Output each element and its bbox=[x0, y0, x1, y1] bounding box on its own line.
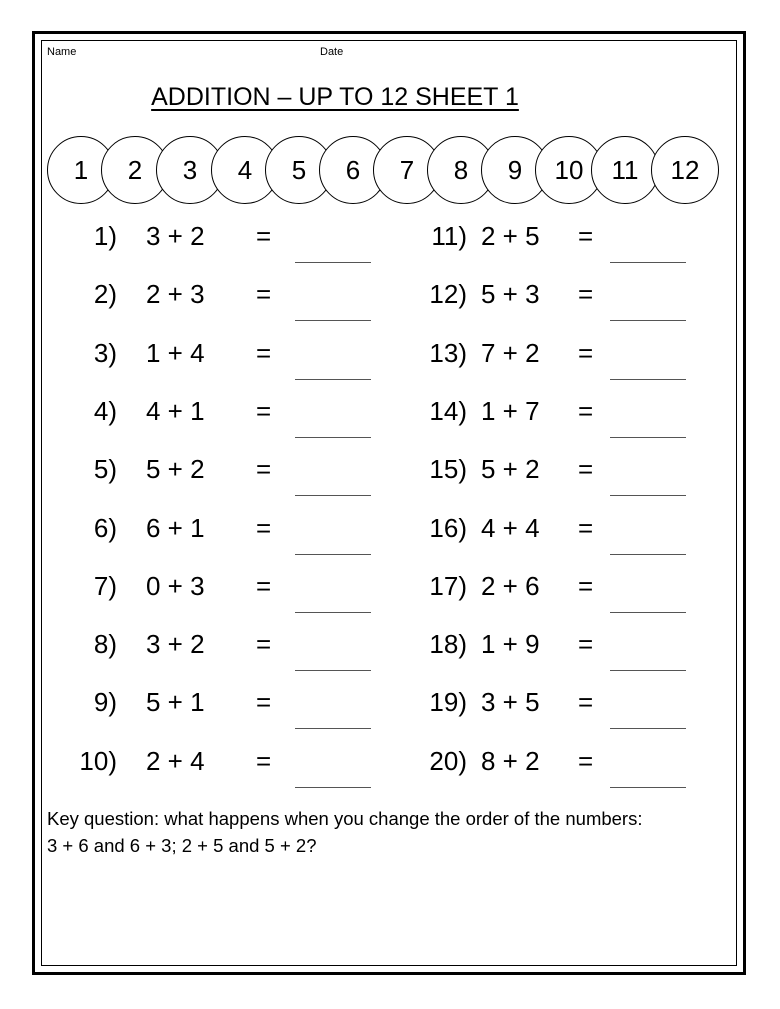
number-circle: 8 bbox=[427, 136, 495, 204]
problem-expression: 1 + 4 bbox=[146, 337, 205, 368]
date-label: Date bbox=[320, 46, 344, 58]
problem-number: 14) bbox=[429, 395, 467, 426]
problem-row bbox=[0, 629, 780, 659]
problem-number: 11) bbox=[431, 221, 467, 251]
problem-expression: 2 + 5 bbox=[481, 221, 540, 251]
problem-expression: 5 + 2 bbox=[481, 454, 540, 485]
equals-sign: = bbox=[578, 570, 594, 601]
problem-number: 9) bbox=[93, 687, 117, 718]
answer-blank[interactable] bbox=[610, 787, 686, 788]
equals-sign: = bbox=[578, 337, 594, 368]
problem-number: 2) bbox=[93, 279, 117, 310]
problem-number: 15) bbox=[429, 454, 467, 485]
problem-row bbox=[0, 687, 780, 717]
equals-sign: = bbox=[256, 395, 272, 426]
problem-row bbox=[0, 513, 780, 543]
worksheet-title: ADDITION – UP TO 12 SHEET 1 bbox=[151, 83, 519, 111]
problem-expression: 5 + 3 bbox=[481, 279, 540, 310]
problem-number: 3) bbox=[93, 337, 117, 368]
answer-blank[interactable] bbox=[295, 379, 371, 380]
problem-expression: 6 + 1 bbox=[146, 512, 205, 543]
equals-sign: = bbox=[256, 570, 272, 601]
problem-row bbox=[0, 338, 780, 368]
number-circle: 4 bbox=[211, 136, 279, 204]
problem-number: 10) bbox=[79, 745, 117, 776]
problem-expression: 4 + 4 bbox=[481, 512, 540, 543]
problem-number: 12) bbox=[429, 279, 467, 310]
number-circle: 12 bbox=[651, 136, 719, 204]
problem-expression: 7 + 2 bbox=[481, 337, 540, 368]
number-circle: 1 bbox=[47, 136, 115, 204]
number-line bbox=[47, 136, 727, 206]
problem-row bbox=[0, 396, 780, 426]
problem-expression: 8 + 2 bbox=[481, 745, 540, 776]
problem-expression: 5 + 2 bbox=[146, 454, 205, 485]
key-question-line-2: 3 + 6 and 6 + 3; 2 + 5 and 5 + 2? bbox=[47, 835, 317, 856]
number-circle: 11 bbox=[591, 136, 659, 204]
problem-number: 17) bbox=[429, 570, 467, 601]
key-question bbox=[47, 805, 747, 859]
problem-expression: 3 + 5 bbox=[481, 687, 540, 718]
answer-blank[interactable] bbox=[295, 437, 371, 438]
problem-number: 13) bbox=[429, 337, 467, 368]
problem-number: 7) bbox=[93, 570, 117, 601]
equals-sign: = bbox=[578, 279, 594, 310]
number-circle: 7 bbox=[373, 136, 441, 204]
equals-sign: = bbox=[578, 687, 594, 718]
problem-expression: 1 + 9 bbox=[481, 629, 540, 660]
number-circle: 5 bbox=[265, 136, 333, 204]
problem-expression: 0 + 3 bbox=[146, 570, 205, 601]
answer-blank[interactable] bbox=[295, 320, 371, 321]
answer-blank[interactable] bbox=[295, 262, 371, 263]
problem-expression: 1 + 7 bbox=[481, 395, 540, 426]
problem-expression: 3 + 2 bbox=[146, 629, 205, 660]
equals-sign: = bbox=[256, 279, 272, 310]
equals-sign: = bbox=[578, 629, 594, 660]
equals-sign: = bbox=[578, 512, 594, 543]
answer-blank[interactable] bbox=[610, 612, 686, 613]
equals-sign: = bbox=[256, 454, 272, 485]
answer-blank[interactable] bbox=[610, 379, 686, 380]
number-circle: 3 bbox=[156, 136, 224, 204]
equals-sign: = bbox=[578, 221, 594, 251]
problem-expression: 4 + 1 bbox=[146, 395, 205, 426]
problem-expression: 2 + 3 bbox=[146, 279, 205, 310]
problem-number: 16) bbox=[429, 512, 467, 543]
answer-blank[interactable] bbox=[295, 554, 371, 555]
answer-blank[interactable] bbox=[610, 437, 686, 438]
number-circle: 2 bbox=[101, 136, 169, 204]
equals-sign: = bbox=[256, 745, 272, 776]
problem-number: 8) bbox=[93, 629, 117, 660]
equals-sign: = bbox=[256, 221, 272, 251]
answer-blank[interactable] bbox=[610, 670, 686, 671]
answer-blank[interactable] bbox=[610, 728, 686, 729]
equals-sign: = bbox=[256, 512, 272, 543]
problem-row bbox=[0, 279, 780, 309]
answer-blank[interactable] bbox=[610, 495, 686, 496]
equals-sign: = bbox=[578, 745, 594, 776]
problem-number: 1) bbox=[93, 221, 117, 251]
answer-blank[interactable] bbox=[295, 787, 371, 788]
equals-sign: = bbox=[256, 337, 272, 368]
problem-expression: 2 + 6 bbox=[481, 570, 540, 601]
problem-number: 5) bbox=[93, 454, 117, 485]
problem-number: 20) bbox=[429, 745, 467, 776]
answer-blank[interactable] bbox=[610, 320, 686, 321]
problem-number: 4) bbox=[93, 395, 117, 426]
problem-expression: 5 + 1 bbox=[146, 687, 205, 718]
problem-row bbox=[0, 221, 780, 251]
equals-sign: = bbox=[256, 629, 272, 660]
equals-sign: = bbox=[578, 395, 594, 426]
problem-row bbox=[0, 454, 780, 484]
answer-blank[interactable] bbox=[295, 612, 371, 613]
problem-expression: 3 + 2 bbox=[146, 221, 205, 251]
problem-row bbox=[0, 571, 780, 601]
number-circle: 9 bbox=[481, 136, 549, 204]
problem-number: 18) bbox=[429, 629, 467, 660]
problem-row bbox=[0, 746, 780, 776]
answer-blank[interactable] bbox=[295, 728, 371, 729]
answer-blank[interactable] bbox=[295, 670, 371, 671]
problem-number: 19) bbox=[429, 687, 467, 718]
number-circle: 6 bbox=[319, 136, 387, 204]
equals-sign: = bbox=[256, 687, 272, 718]
name-label: Name bbox=[47, 46, 77, 58]
answer-blank[interactable] bbox=[610, 262, 686, 263]
answer-blank[interactable] bbox=[295, 495, 371, 496]
problem-expression: 2 + 4 bbox=[146, 745, 205, 776]
equals-sign: = bbox=[578, 454, 594, 485]
problem-number: 6) bbox=[93, 512, 117, 543]
key-question-line-1: Key question: what happens when you change the order of the numbers: bbox=[47, 808, 643, 829]
number-circle: 10 bbox=[535, 136, 603, 204]
answer-blank[interactable] bbox=[610, 554, 686, 555]
